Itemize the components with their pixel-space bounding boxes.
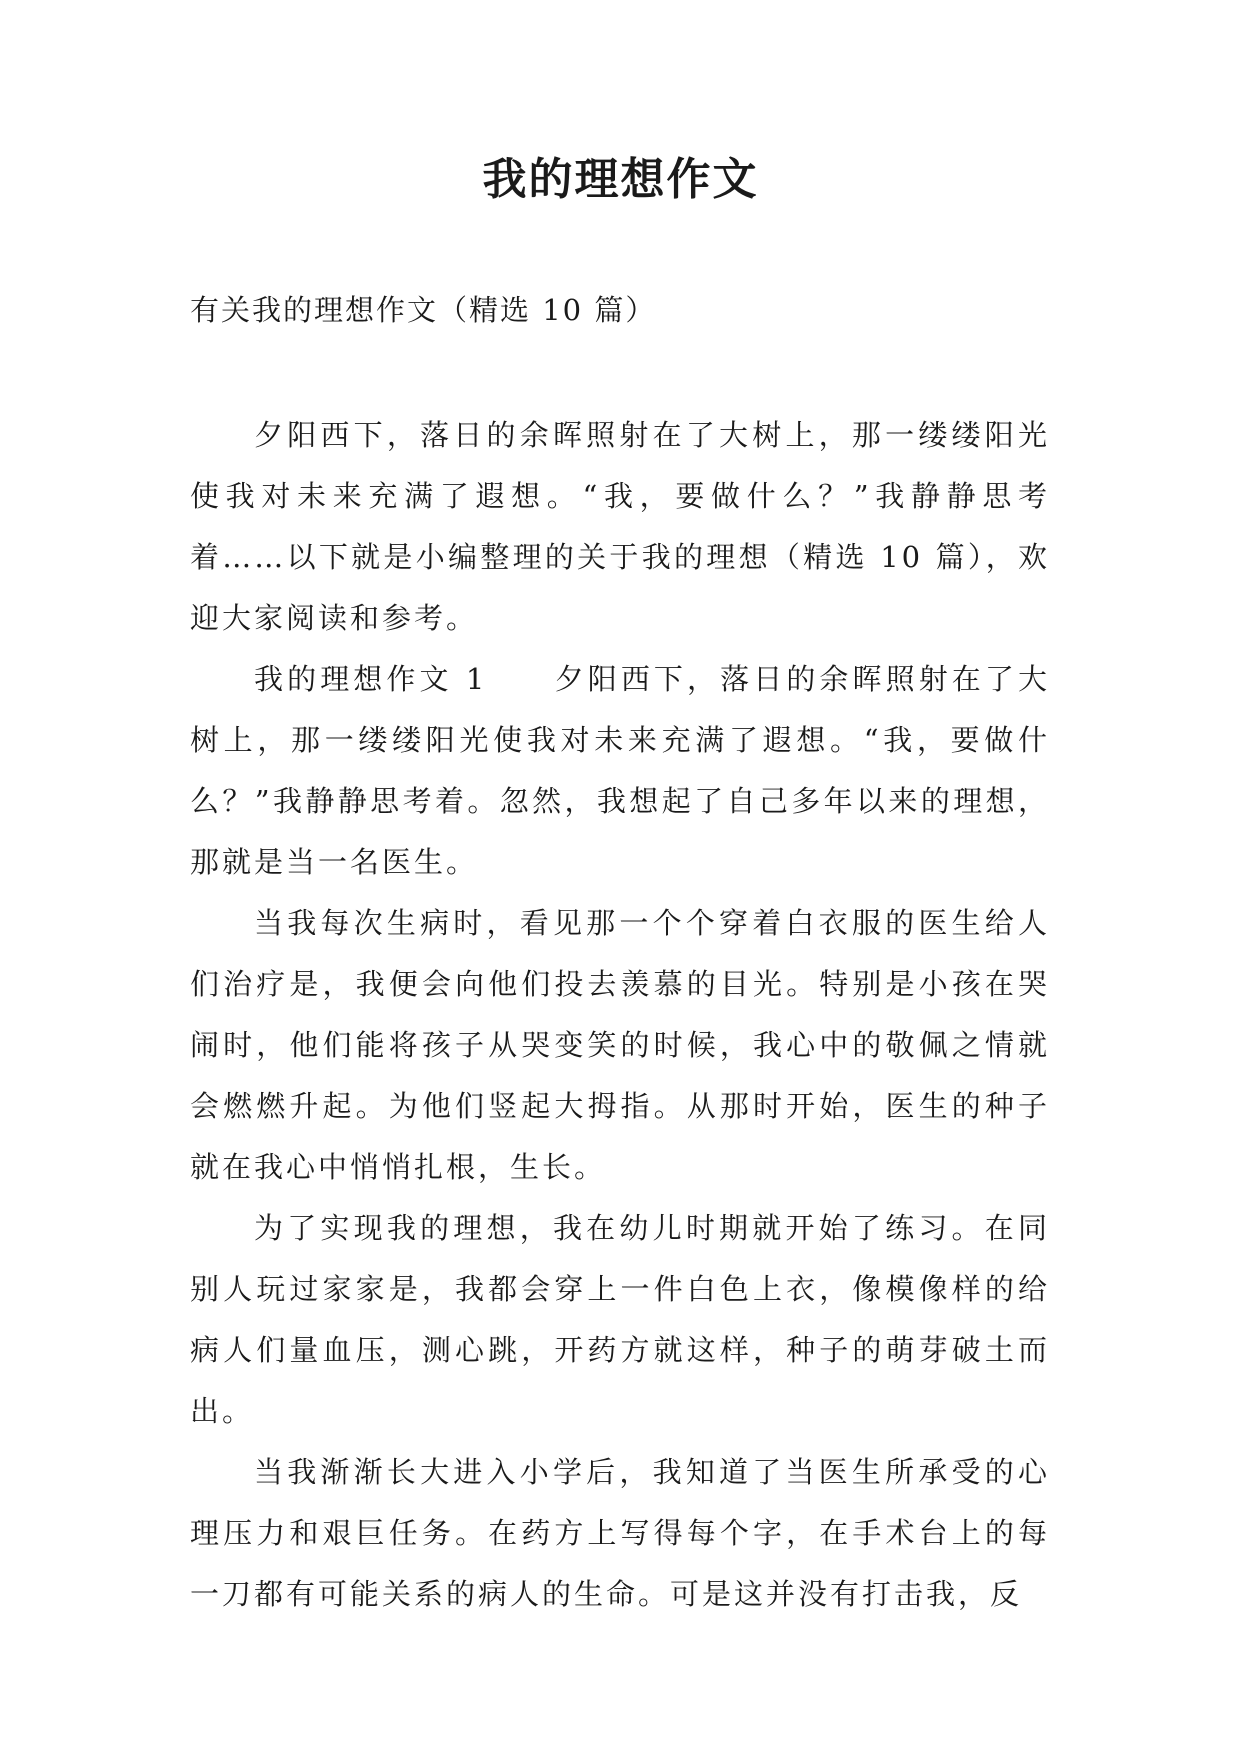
paragraph-growing-up: 当我渐渐长大进入小学后，我知道了当医生所承受的心理压力和艰巨任务。在药方上写得每个字，在手术台上的每一刀都有可能关系的病人的生命。可是这并没有打击我，反 (190, 1455, 1050, 1611)
paragraph-childhood-practice: 为了实现我的理想，我在幼儿时期就开始了练习。在同别人玩过家家是，我都会穿上一件白色上衣，像模像样的给病人们量血压，测心跳，开药方就这样，种子的萌芽破土而出。 (190, 1211, 1050, 1428)
paragraph-essay-1-opening: 我的理想作文 1 夕阳西下，落日的余晖照射在了大树上，那一缕缕阳光使我对未来充满了遐想。“我，要做什么？”我静静思考着。忽然，我想起了自己多年以来的理想，那就是当一名医生。 (190, 662, 1050, 879)
document-subtitle: 有关我的理想作文（精选 10 篇） (190, 293, 657, 327)
document-title: 我的理想作文 (482, 154, 759, 205)
paragraph-intro: 夕阳西下，落日的余晖照射在了大树上，那一缕缕阳光使我对未来充满了遐想。“我，要做什么？”我静静思考着……以下就是小编整理的关于我的理想（精选 10 篇），欢迎大家阅读和参考。 (190, 418, 1050, 635)
paragraph-illness-memory: 当我每次生病时，看见那一个个穿着白衣服的医生给人们治疗是，我便会向他们投去羡慕的目光。特别是小孩在哭闹时，他们能将孩子从哭变笑的时候，我心中的敬佩之情就会燃燃升起。为他们竖起大拇指。从那时开始，医生的种子就在我心中悄悄扎根，生长。 (190, 906, 1050, 1184)
document-body (190, 405, 1050, 1625)
